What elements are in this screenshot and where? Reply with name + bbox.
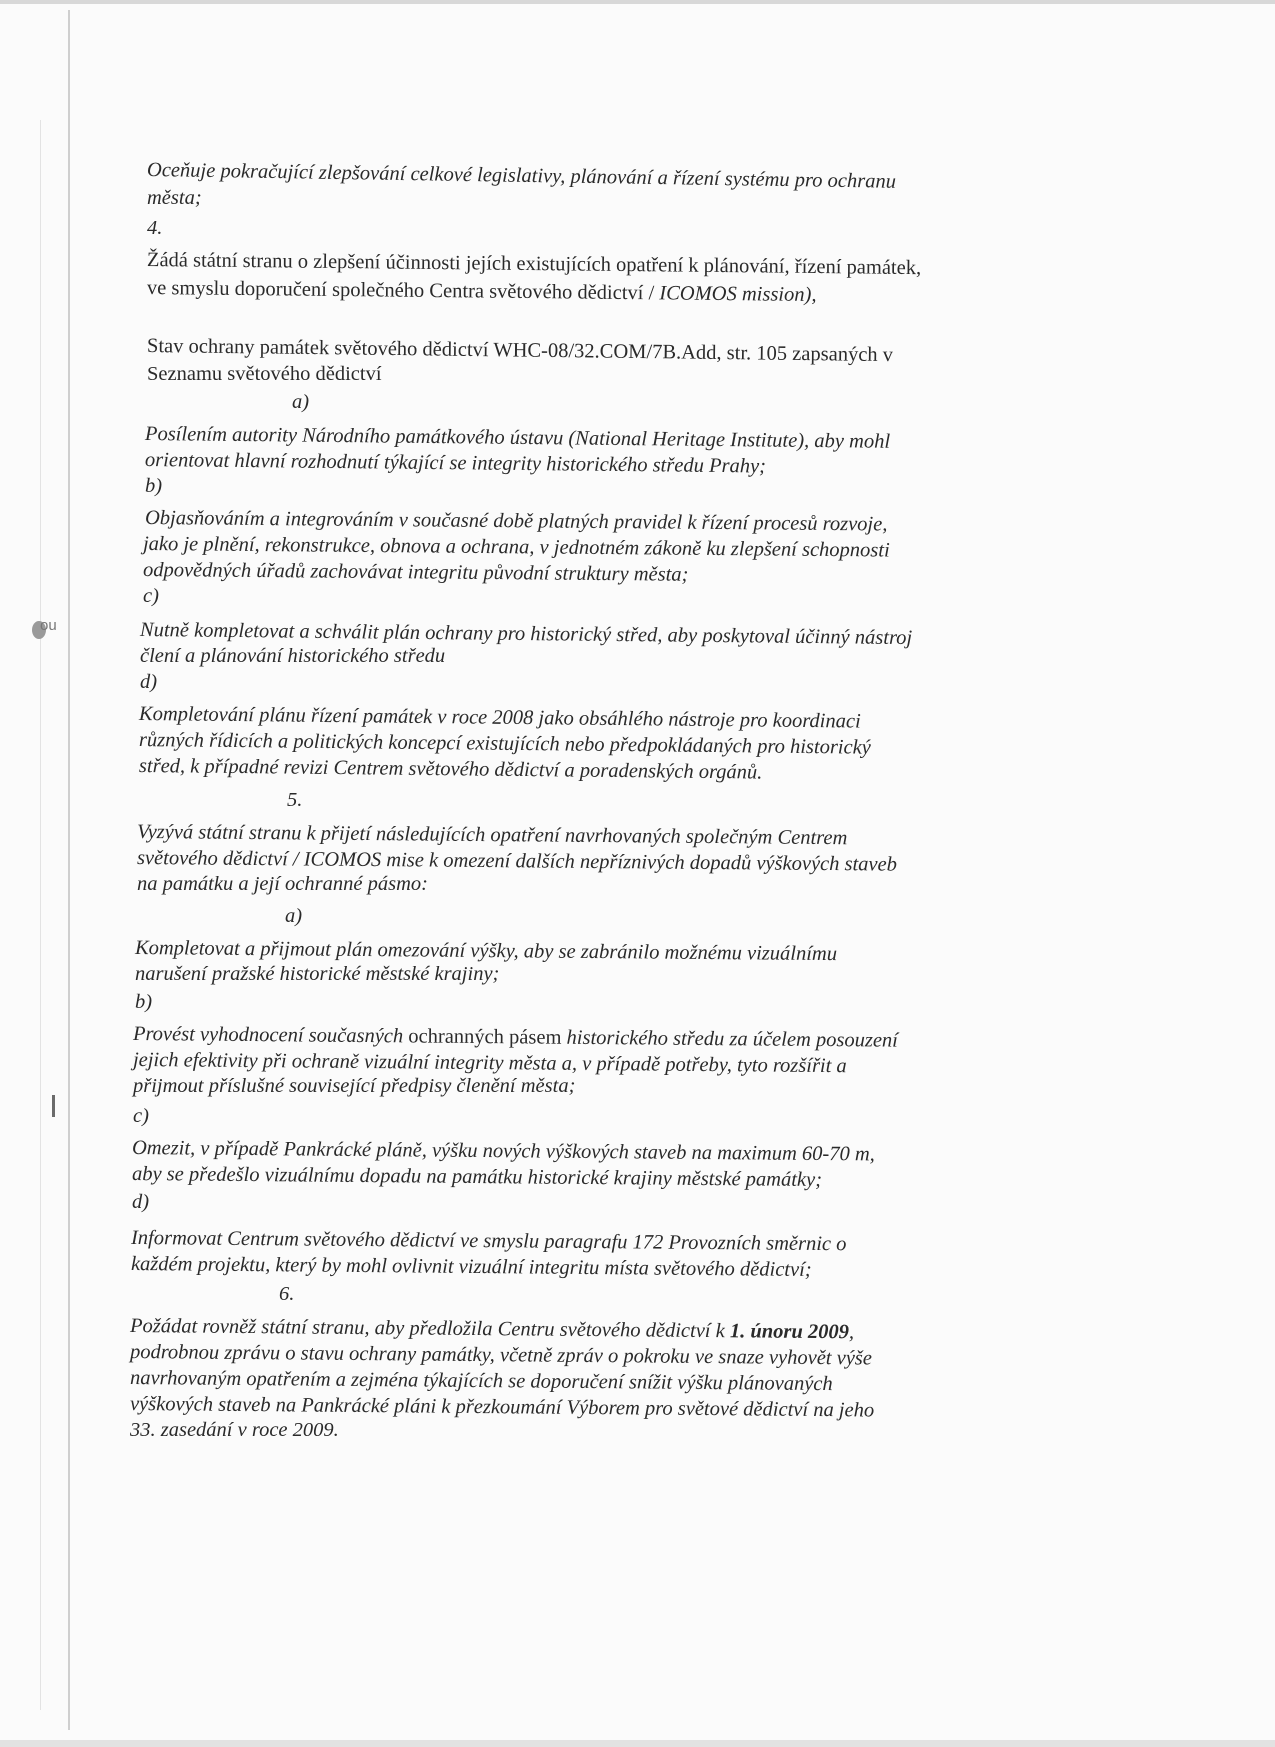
- text-run-bold: 1. únoru 2009: [729, 1320, 850, 1344]
- item-letter-b: b): [145, 475, 163, 497]
- paragraph-line: různých řídicích a politických koncepcí existujících nebo předpokládaných pro historický: [138, 729, 871, 759]
- item-letter-c: c): [143, 585, 159, 607]
- text-run: ve smyslu doporučení společného Centra světového dědictví /: [146, 277, 660, 305]
- paragraph-line: Oceňuje pokračující zlepšování celkové legislativy, plánování a řízení systému pro ochranu: [146, 159, 897, 193]
- paragraph-line: jako je plnění, rekonstrukce, obnova a ochrana, v jednotném zákoně ku zlepšení schopnosti: [142, 533, 890, 562]
- margin-stamp-text: ou: [40, 617, 57, 634]
- text-run-italic: ,: [848, 1321, 855, 1344]
- paragraph-line: Kompletování plánu řízení památek v roce 2008 jako obsáhlého nástroje pro koordinaci: [138, 703, 861, 733]
- paragraph-line: navrhovaným opatřením a zejména týkajících se doporučení snížit výšku plánovaných: [129, 1367, 833, 1396]
- paragraph-line: výškových staveb na Pankrácké pláni k přezkoumání Výborem pro světové dědictví na jeho: [129, 1393, 875, 1422]
- paragraph-line: každém projektu, který by mohl ovlivnit vizuální integritu místa světového dědictví;: [130, 1253, 812, 1281]
- paragraph-line: Posílením autority Národního památkového ústavu (National Heritage Institute), aby mohl: [144, 423, 891, 453]
- item-letter-d: d): [140, 671, 158, 693]
- paragraph-line: Nutně kompletovat a schválit plán ochrany pro historický střed, aby poskytoval účinný nástroj: [139, 619, 913, 650]
- paragraph-line: jejich efektivity při ochraně vizuální integrity města a, v případě potřeby, tyto rozšířit a: [132, 1049, 847, 1078]
- item-number-5: 5.: [287, 789, 303, 811]
- item-number-4: 4.: [147, 217, 163, 239]
- paragraph-line: Kompletovat a přijmout plán omezování výšky, aby se zabránilo možnému vizuálnímu: [134, 937, 838, 966]
- paragraph-line: Žádá státní stranu o zlepšení účinnosti jejích existujících opatření k plánování, řízení památek,: [146, 249, 922, 280]
- item-number-6: 6.: [279, 1283, 295, 1305]
- item-letter-b: b): [135, 991, 153, 1013]
- paragraph-line: podrobnou zprávu o stavu ochrany památky, včetně zpráv o pokroku ve snaze vyhovět výše: [129, 1341, 873, 1370]
- paragraph-line: aby se předešlo vizuálnímu dopadu na památku historické krajiny městské památky;: [131, 1163, 823, 1192]
- paragraph-line: Objasňováním a integrováním v současné době platných pravidel k řízení procesů rozvoje,: [144, 507, 888, 536]
- paragraph-line: Seznamu světového dědictví: [147, 363, 382, 385]
- paragraph-line: člení a plánování historického středu: [140, 645, 446, 667]
- item-letter-c: c): [133, 1105, 149, 1127]
- paragraph-line: města;: [147, 187, 202, 209]
- paragraph-line: světového dědictví / ICOMOS mise k omezení dalších nepříznivých dopadů výškových staveb: [136, 847, 898, 876]
- text-run-italic: historického středu za účelem posouzení: [566, 1026, 899, 1052]
- item-letter-a: a): [292, 391, 310, 413]
- text-run-italic: ICOMOS mission),: [659, 282, 817, 307]
- paragraph-line: na památku a její ochranné pásmo:: [137, 873, 428, 895]
- item-letter-a: a): [285, 905, 303, 927]
- paragraph-line: přijmout příslušné související předpisy členění města;: [133, 1075, 576, 1097]
- paragraph-line: Stav ochrany památek světového dědictví WHC-08/32.COM/7B.Add, str. 105 zapsaných v: [146, 335, 894, 367]
- paragraph-line: Informovat Centrum světového dědictví ve smyslu paragrafu 172 Provozních směrnic o: [130, 1227, 847, 1256]
- paragraph-line: narušení pražské historické městské krajiny;: [135, 963, 500, 985]
- paragraph-line: střed, k případné revizi Centrem světového dědictví a poradenských orgánů.: [138, 755, 763, 784]
- paragraph-line: odpovědných úřadů zachovávat integritu původní struktury města;: [142, 559, 689, 586]
- paragraph-line: orientovat hlavní rozhodnutí týkající se integrity historického středu Prahy;: [144, 449, 767, 478]
- paragraph-line: Omezit, v případě Pankrácké pláně, výšku nových výškových staveb na maximum 60-70 m,: [131, 1137, 875, 1166]
- paragraph-line: Vyzývá státní stranu k přijetí následujících opatření navrhovaných společným Centrem: [136, 821, 848, 850]
- item-letter-d: d): [132, 1191, 150, 1213]
- text-run-italic: Požádat rovněž státní stranu, aby předložila Centru světového dědictví k: [129, 1315, 730, 1343]
- paragraph-line: [130, 1314, 854, 1344]
- text-run-italic: Provést vyhodnocení současných: [132, 1023, 409, 1048]
- text-run: ochranných pásem: [408, 1025, 567, 1049]
- paragraph-line: 33. zasedání v roce 2009.: [130, 1419, 339, 1441]
- paragraph-line: [147, 276, 817, 307]
